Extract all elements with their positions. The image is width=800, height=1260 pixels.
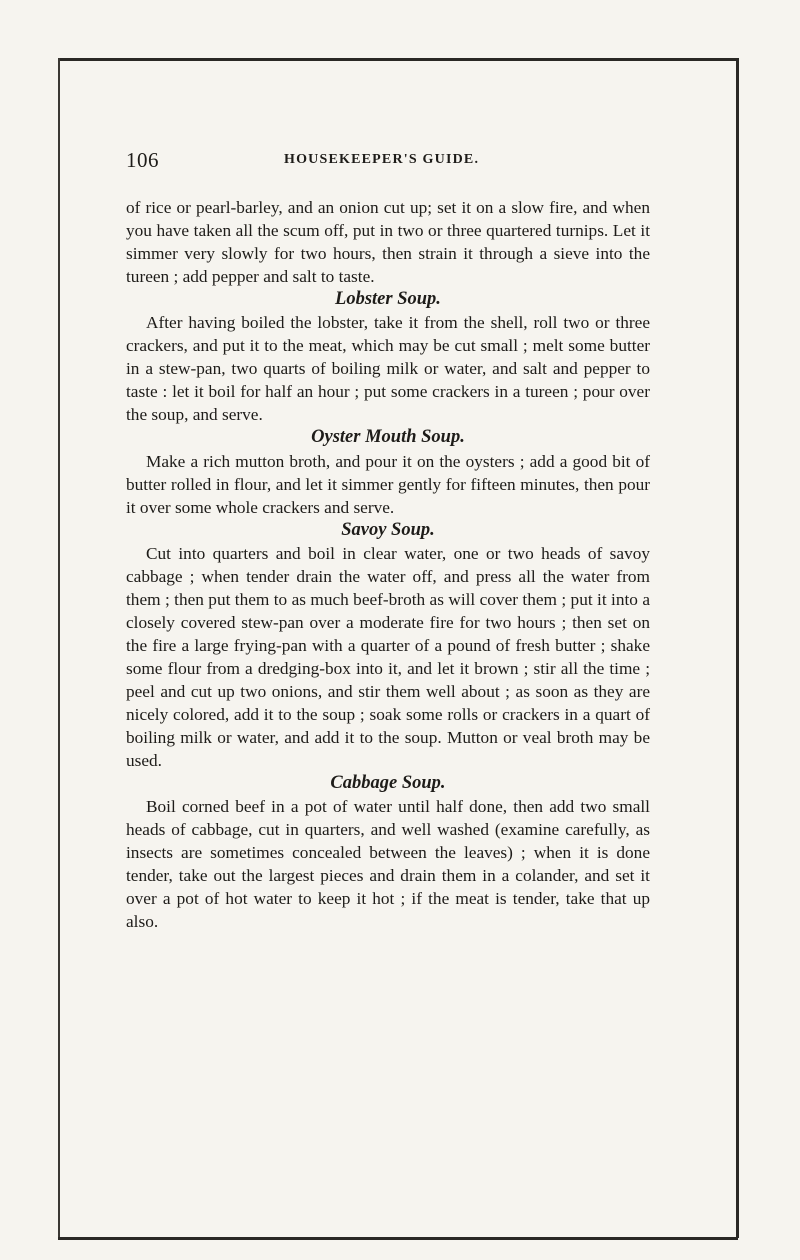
page-border-right bbox=[736, 58, 739, 1238]
page-header bbox=[126, 148, 646, 178]
oyster-mouth-soup-text: Make a rich mutton broth, and pour it on the oysters ; add a good bit of butter rolled in flour, and let it simmer gently for fifteen minutes, then pour it over some whole crackers and serve. bbox=[126, 451, 650, 517]
page-border-top bbox=[58, 58, 738, 61]
page-number: 106 bbox=[126, 148, 159, 172]
page-border-left bbox=[58, 58, 60, 1238]
lobster-soup-title: Lobster Soup. bbox=[335, 289, 441, 310]
cabbage-soup-title: Cabbage Soup. bbox=[330, 773, 446, 794]
recipe-text bbox=[126, 196, 650, 934]
oyster-mouth-soup-title: Oyster Mouth Soup. bbox=[311, 427, 465, 448]
running-head: HOUSEKEEPER'S GUIDE. bbox=[284, 152, 480, 167]
savoy-soup-title: Savoy Soup. bbox=[341, 519, 435, 540]
lobster-soup-text: After having boiled the lobster, take it from the shell, roll two or three crackers, and put it to the meat, which may be cut small ; melt some butter in a stew-pan, two quarts of boiling milk or water, and salt and pepper to taste : let it boil for half an hour ; put some crackers in a tureen ; pour over the soup, and serve. bbox=[126, 313, 650, 425]
cabbage-soup-text: Boil corned beef in a pot of water until half done, then add two small heads of cabbage, cut in quarters, and well washed (examine carefully, as insects are sometimes concealed between the leaves) ; when it is done tender, take out the largest pieces and drain them in a colander, and set it over a pot of hot water to keep it hot ; if the meat is tender, take that up also. bbox=[126, 797, 650, 932]
page-border-bottom bbox=[58, 1237, 738, 1240]
continuation-paragraph: of rice or pearl-barley, and an onion cut up; set it on a slow fire, and when you have taken all the scum off, put in two or three quartered turnips. Let it simmer very slowly for two hours, then strain it through a sieve into the tureen ; add pepper and salt to taste. bbox=[126, 198, 650, 287]
savoy-soup-text: Cut into quarters and boil in clear water, one or two heads of savoy cabbage ; when tender drain the water off, and press all the water from them ; then put them to as much beef-broth as will cover them ; put it into a closely covered stew-pan over a moderate fire for two hours ; then set on the fire a large frying-pan with a quarter of a pound of fresh butter ; shake some flour from a dredging-box into it, and let it brown ; stir all the time ; peel and cut up two onions, and stir them well about ; as soon as they are nicely colored, add it to the soup ; soak some rolls or crackers in a quart of boiling milk or water, and add it to the soup. Mutton or veal broth may be used. bbox=[126, 543, 650, 771]
